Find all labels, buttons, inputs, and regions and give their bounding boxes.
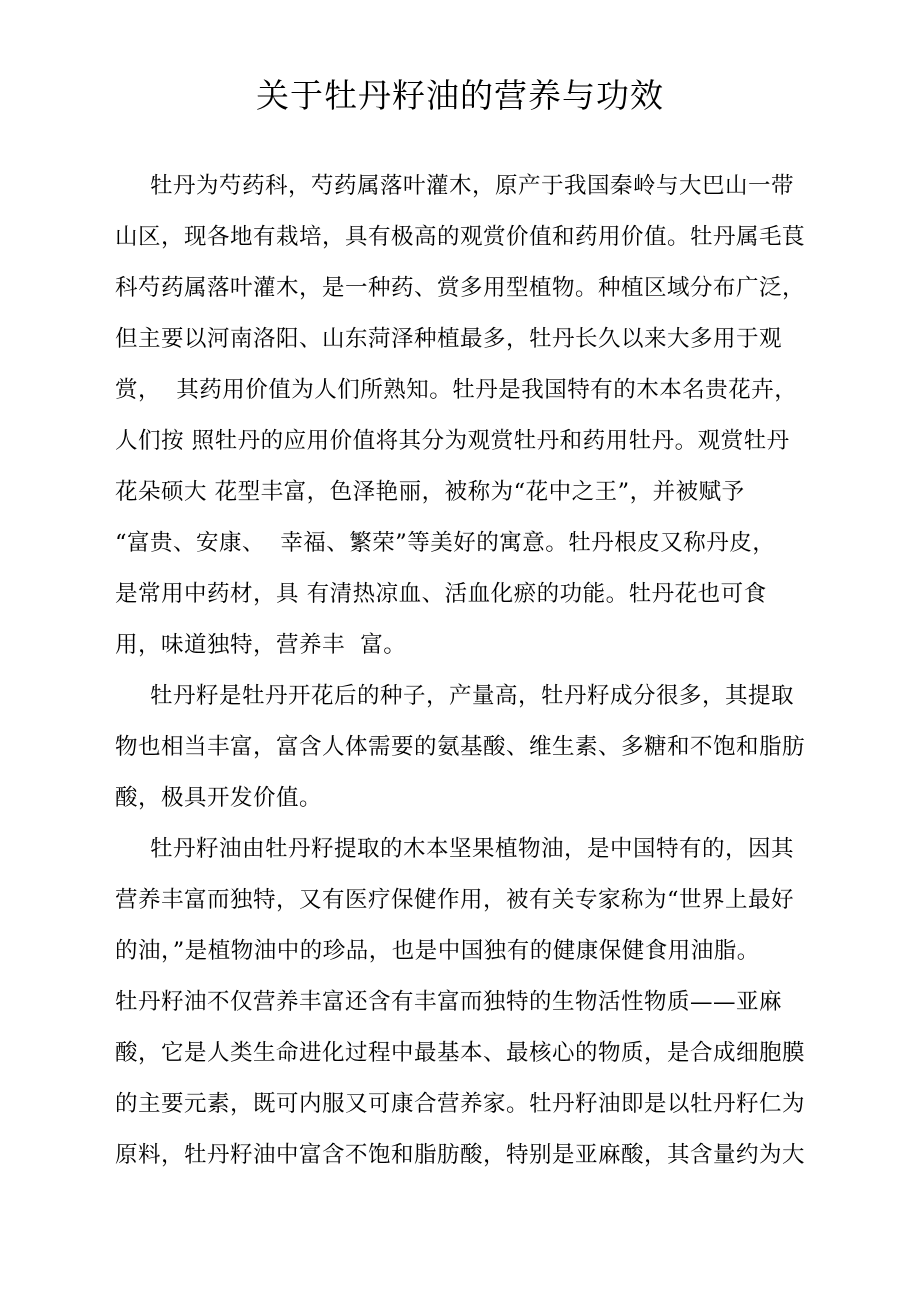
paragraph-1-line-8: “富贵、安康、 幸福、繁荣”等美好的寓意。牡丹根皮又称丹皮， [115,530,776,556]
paragraph-1-line-10: 用，味道独特，营养丰 富。 [115,632,407,658]
paragraph-3-line-6: 的主要元素，既可内服又可康合营养家。牡丹籽油即是以牡丹籽仁为 [115,1091,806,1117]
paragraph-1-line-2: 山区，现各地有栽培，具有极高的观赏价值和药用价值。牡丹属毛茛 [115,224,806,250]
paragraph-3-line-3: 的油，”是植物油中的珍品，也是中国独有的健康保健食用油脂。 [115,938,760,964]
paragraph-1-line-3: 科芍药属落叶灌木，是一种药、赏多用型植物。种植区域分布广泛， [115,275,806,301]
paragraph-3-line-7: 原料，牡丹籽油中富含不饱和脂肪酸，特别是亚麻酸，其含量约为大 [115,1142,806,1168]
paragraph-3-line-4: 牡丹籽油不仅营养丰富还含有丰富而独特的生物活性物质——亚麻 [115,989,783,1015]
paragraph-1-line-4: 但主要以河南洛阳、山东菏泽种植最多，牡丹长久以来大多用于观 [115,326,783,352]
paragraph-2-line-3: 酸，极具开发价值。 [115,785,323,811]
paragraph-1-line-1: 牡丹为芍药科，芍药属落叶灌木，原产于我国秦岭与大巴山一带 [150,173,795,199]
paragraph-2-line-1: 牡丹籽是牡丹开花后的种子，产量高，牡丹籽成分很多，其提取 [150,683,795,709]
paragraph-3-line-5: 酸，它是人类生命进化过程中最基本、最核心的物质，是合成细胞膜 [115,1040,806,1066]
paragraph-1-line-7: 花朵硕大 花型丰富，色泽艳丽，被称为“花中之王”，并被赋予 [115,479,745,505]
paragraph-3-line-1: 牡丹籽油由牡丹籽提取的木本坚果植物油，是中国特有的，因其 [150,836,795,862]
paragraph-1-line-5: 赏， 其药用价值为人们所熟知。牡丹是我国特有的木本名贵花卉， [115,377,798,403]
paragraph-3-line-2: 营养丰富而独特，又有医疗保健作用，被有关专家称为“世界上最好 [115,887,795,913]
paragraph-1-line-6: 人们按 照牡丹的应用价值将其分为观赏牡丹和药用牡丹。观赏牡丹 [115,428,790,454]
paragraph-2-line-2: 物也相当丰富，富含人体需要的氨基酸、维生素、多糖和不饱和脂肪 [115,734,806,760]
document-title: 关于牡丹籽油的营养与功效 [256,76,664,115]
paragraph-1-line-9: 是常用中药材，具 有清热凉血、活血化瘀的功能。牡丹花也可食 [115,581,767,607]
